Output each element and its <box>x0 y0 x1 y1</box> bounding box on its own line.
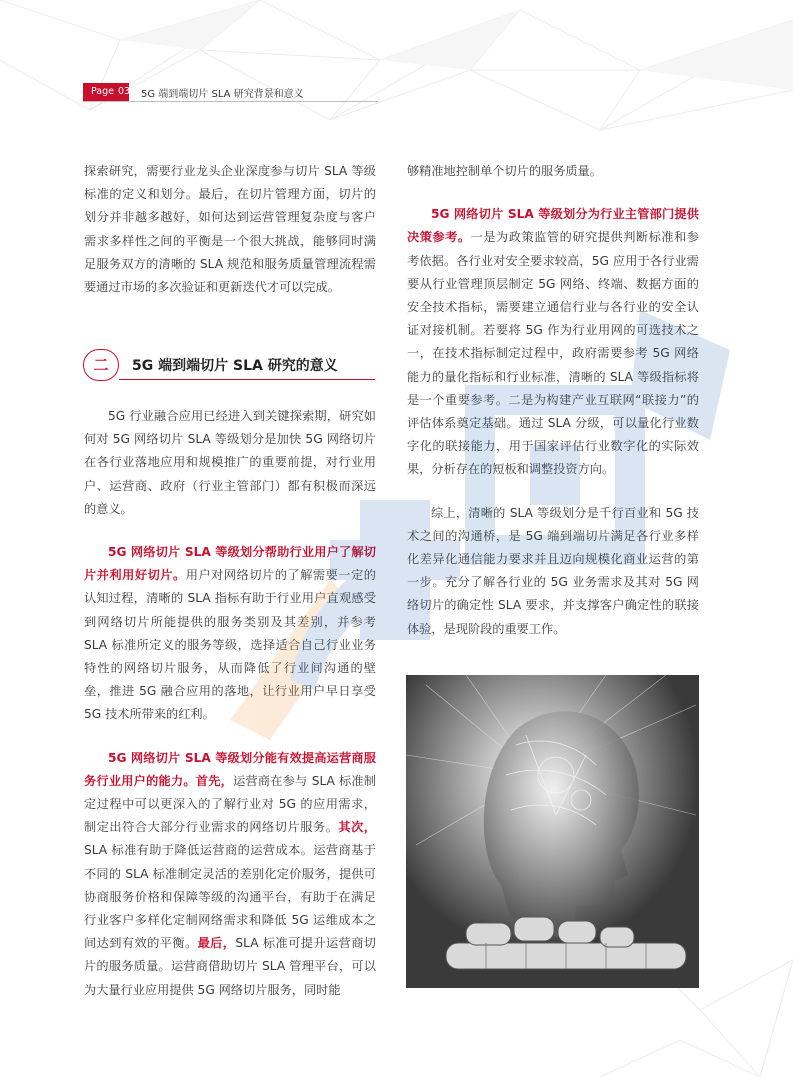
header-divider <box>83 101 378 102</box>
point2-first-text: 运营商在参与 SLA 标准制定过程中可以更深入的了解行业对 5G 的应用需求，制定出符合大部分行业需求的网络切片服务。 <box>84 773 376 835</box>
point3-paragraph <box>407 203 699 481</box>
continuation-text: 够精准地控制单个切片的服务质量。 <box>407 164 602 178</box>
page-header <box>83 83 304 101</box>
page-label: Page <box>91 86 114 97</box>
point1-body: 用户对网络切片的了解需要一定的认知过程，清晰的 SLA 指标有助于行业用户直观感受到网络切片所能提供的服务类别及其差别，并参考 SLA 标准所定义的服务等级，选择适合自己行业业务特性的网络切片服务，从而降低了行业间沟通的壁垒，推进 5G 融合应用的落地，让行业用户早日享受 5G 技术所带来的红利。 <box>84 568 376 722</box>
point2-heading: 5G 网络切片 SLA 等级划分能有效提高运营商服务行业用户的能力。 <box>84 750 376 788</box>
point2-paragraph <box>84 747 376 1002</box>
point2-second-label: 其次， <box>338 820 376 835</box>
point1-heading: 5G 网络切片 SLA 等级划分帮助行业用户了解切片并利用好切片。 <box>84 545 376 583</box>
point1-paragraph <box>84 541 376 727</box>
section-underline <box>119 379 375 380</box>
conclusion-paragraph: 综上，清晰的 SLA 等级划分是千行百业和 5G 技术之间的沟通桥，是 5G 端到端切片满足各行业多样化差异化通信能力要求并且迈向规模化商业运营的第一步。充分了解各行业的 5G 业务需求及其对 5G 网络切片的确定性 SLA 要求，并支撑客户确定性的联接体验，是现阶段的重要工作。 <box>407 505 699 636</box>
header-title: 5G 端到端切片 SLA 研究背景和意义 <box>141 88 304 100</box>
point3-body: 一是为政策监管的研究提供判断标准和参考依据。各行业对安全要求较高，5G 应用于各行业需要从行业管理顶层制定 5G 网络、终端、数据方面的安全技术指标，需要建立通信行业与各行业的安全认证对接机制。若要将 5G 作为行业用网的可选技术之一，在技术指标制定过程中，政府需要参考 5G 网络能力的量化指标和行业标准，清晰的 SLA 等级指标将是一个重要参考。二是为构建产业互联网“联接力”的评估体系奠定基础。通过 SLA 分级，可以量化行业数字化的联接能力，用于国家评估行业数字化的实际效果，分析存在的短板和调整投资方向。 <box>407 230 699 477</box>
point3-heading: 5G 网络切片 SLA 等级划分为行业主管部门提供决策参考。 <box>407 207 699 245</box>
page-number: 03 <box>118 86 131 97</box>
right-body <box>407 160 699 641</box>
section-heading <box>83 349 375 383</box>
point2-first-label: 首先， <box>195 773 234 788</box>
section-title: 5G 端到端切片 SLA 研究的意义 <box>132 358 338 374</box>
point2-second-text: SLA 标准有助于降低运营商的运营成本。运营商基于不同的 SLA 标准制定灵活的差别化定价服务，提供可协商服务价格和保障等级的沟通平台，有助于在满足行业客户多样化定制网络需求和降低 5G 运维成本之间达到有效的平衡。 <box>84 843 376 951</box>
ai-head-image <box>406 675 699 988</box>
intro-paragraph <box>84 160 376 299</box>
left-body <box>84 405 376 1002</box>
point2-last-label: 最后， <box>197 936 236 951</box>
section-number-badge: 二 <box>83 349 119 381</box>
section-intro-paragraph: 5G 行业融合应用已经进入到关键探索期，研究如何对 5G 网络切片 SLA 等级划分是加快 5G 网络切片在各行业落地应用和规模推广的重要前提，对行业用户、运营商、政府（行业主管部门）都有积极而深远的意义。 <box>84 409 376 516</box>
intro-text: 探索研究，需要行业龙头企业深度参与切片 SLA 等级标准的定义和划分。最后，在切片管理方面，切片的划分并非越多越好，如何达到运营管理复杂度与客户需求多样性之间的平衡是一个很大挑战，能够同时满足服务双方的清晰的 SLA 规范和服务质量管理流程需要通过市场的多次验证和更新迭代才可以完成。 <box>84 164 376 295</box>
point2-last-text: SLA 标准可提升运营商切片的服务质量。运营商借助切片 SLA 管理平台，可以为大量行业应用提供 5G 网络切片服务，同时能 <box>84 936 376 997</box>
page-number-tag <box>83 83 129 101</box>
